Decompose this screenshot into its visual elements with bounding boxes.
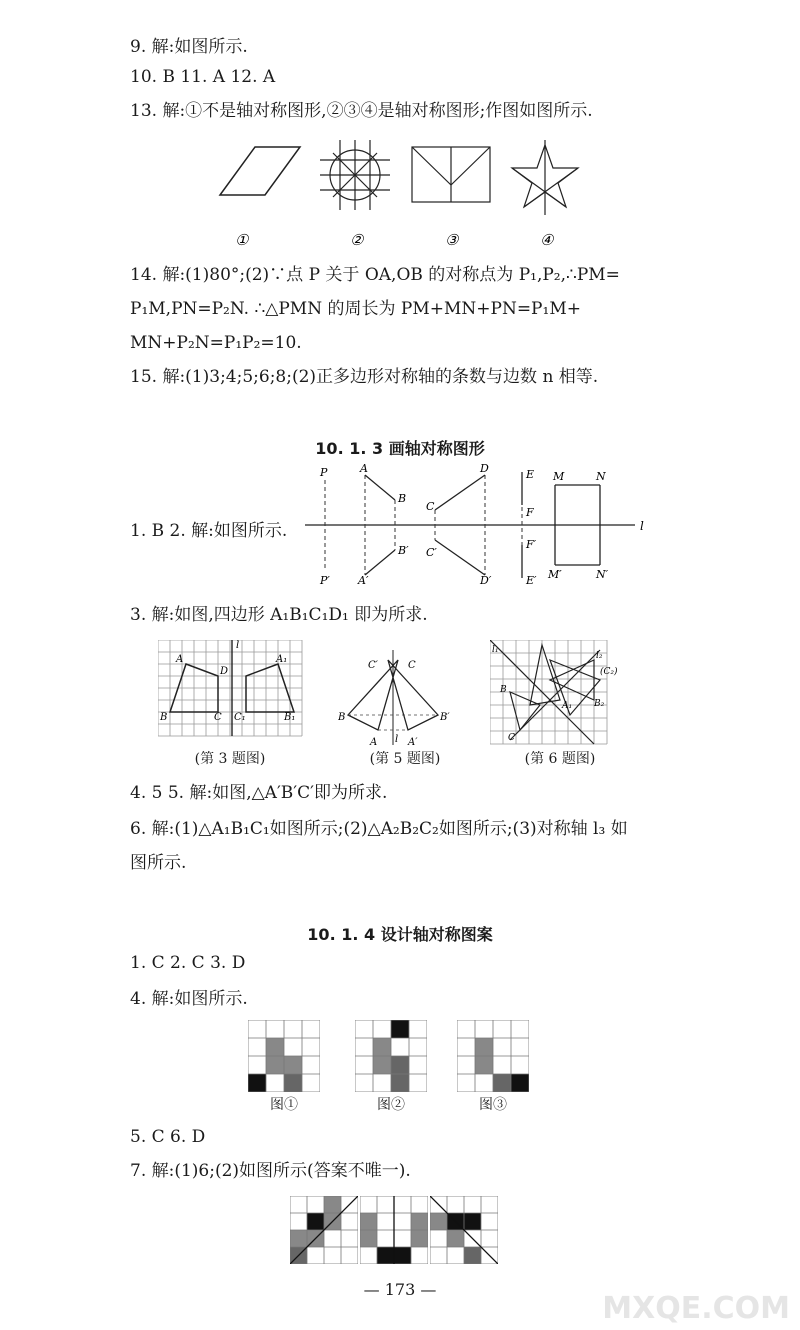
pattern-grid-3	[457, 1020, 529, 1092]
q7-grid-3	[430, 1196, 498, 1264]
page-number: — 173 —	[363, 1280, 437, 1299]
figure-13-shapes	[190, 135, 610, 255]
svg-text:A: A	[360, 462, 368, 475]
answer-s2-4-5: 4. 5 5. 解:如图,△A′B′C′即为所求.	[130, 783, 388, 803]
svg-text:(C₂): (C₂)	[600, 667, 618, 677]
svg-text:C′: C′	[426, 546, 437, 559]
svg-text:N: N	[596, 470, 606, 483]
caption-tu1: 图①	[270, 1097, 298, 1113]
svg-text:M: M	[553, 470, 565, 483]
answer-s2-6-line2: 图所示.	[130, 853, 187, 873]
watermark-logo	[602, 1291, 790, 1326]
watermark-text: MXQE.COM	[602, 1291, 790, 1326]
svg-text:C: C	[408, 660, 416, 671]
label-shape-2: ②	[350, 231, 364, 249]
caption-fig6: (第 6 题图)	[524, 751, 596, 767]
svg-text:D′: D′	[480, 574, 492, 587]
svg-text:B: B	[338, 712, 346, 723]
q7-grid-1	[290, 1196, 358, 1264]
pattern-grid-2	[355, 1020, 427, 1092]
svg-text:B: B	[500, 685, 507, 695]
svg-text:l: l	[236, 640, 240, 651]
svg-text:A₁: A₁	[562, 701, 573, 711]
answer-s3-4: 4. 解:如图所示.	[130, 989, 248, 1009]
answer-9: 9. 解:如图所示.	[130, 37, 248, 57]
svg-text:C′: C′	[368, 660, 378, 671]
answer-14-line1: 14. 解:(1)80°;(2)∵点 P 关于 OA,OB 的对称点为 P₁,P₂,∴PM=	[130, 265, 620, 285]
label-shape-3: ③	[445, 231, 459, 249]
rectangle-shape	[412, 147, 490, 202]
figure-2-reflections	[300, 460, 660, 590]
svg-text:B: B	[160, 712, 168, 723]
answer-s2-1-2: 1. B 2. 解:如图所示.	[130, 521, 288, 541]
parallelogram-shape	[220, 147, 300, 195]
page-number-value: 173	[384, 1280, 416, 1299]
label-shape-1: ①	[235, 231, 249, 249]
svg-text:A′: A′	[358, 574, 369, 587]
svg-text:A₁: A₁	[276, 654, 288, 665]
svg-text:E: E	[526, 468, 535, 481]
label-shape-4: ④	[540, 231, 554, 249]
caption-fig3: (第 3 题图)	[194, 751, 266, 767]
svg-text:B₁: B₁	[284, 712, 296, 723]
svg-text:N′: N′	[596, 568, 609, 581]
svg-text:E′: E′	[526, 574, 537, 587]
svg-text:l₁: l₁	[492, 645, 499, 655]
svg-text:D: D	[480, 462, 489, 475]
caption-tu3: 图③	[479, 1097, 507, 1113]
answer-s3-1-3: 1. C 2. C 3. D	[130, 953, 246, 973]
svg-text:D: D	[220, 666, 229, 677]
answer-s3-5-6: 5. C 6. D	[130, 1127, 206, 1147]
star-shape	[512, 140, 578, 215]
caption-tu2: 图②	[377, 1097, 405, 1113]
q7-grid-2	[360, 1196, 428, 1264]
svg-text:l₂: l₂	[596, 651, 603, 661]
svg-text:l: l	[395, 734, 399, 745]
answer-13: 13. 解:①不是轴对称图形,②③④是轴对称图形;作图如图所示.	[130, 101, 593, 121]
svg-text:C₁: C₁	[234, 712, 246, 723]
svg-text:C: C	[214, 712, 222, 723]
svg-text:C: C	[508, 733, 515, 743]
svg-text:B′: B′	[398, 544, 409, 557]
figure-3-grid	[158, 640, 308, 740]
svg-text:P′: P′	[320, 574, 330, 587]
answer-s2-6-line1: 6. 解:(1)△A₁B₁C₁如图所示;(2)△A₂B₂C₂如图所示;(3)对称轴 l₃ 如	[130, 819, 628, 839]
answer-15: 15. 解:(1)3;4;5;6;8;(2)正多边形对称轴的条数与边数 n 相等.	[130, 367, 599, 387]
svg-text:A: A	[370, 737, 378, 748]
answer-14-line2: P₁M,PN=P₂N. ∴△PMN 的周长为 PM+MN+PN=P₁M+	[130, 299, 581, 319]
figure-5	[338, 650, 468, 750]
figure-6-grid	[490, 640, 630, 750]
caption-fig5: (第 5 题图)	[369, 751, 441, 767]
svg-text:B₂: B₂	[594, 699, 605, 709]
answer-14-line3: MN+P₂N=P₁P₂=10.	[130, 333, 302, 353]
svg-text:C: C	[426, 500, 435, 513]
svg-text:P: P	[320, 466, 328, 479]
svg-text:l: l	[640, 519, 644, 533]
svg-text:B′: B′	[440, 712, 450, 723]
section-title-10-1-4: 10. 1. 4 设计轴对称图案	[307, 925, 493, 944]
svg-text:F: F	[526, 506, 534, 519]
svg-text:F′: F′	[526, 538, 537, 551]
answer-s3-7: 7. 解:(1)6;(2)如图所示(答案不唯一).	[130, 1161, 411, 1181]
svg-text:A: A	[176, 654, 184, 665]
section-title-10-1-3: 10. 1. 3 画轴对称图形	[315, 439, 485, 458]
svg-text:A′: A′	[408, 737, 418, 748]
svg-text:M′: M′	[548, 568, 562, 581]
pattern-grid-1	[248, 1020, 320, 1092]
answer-s2-3: 3. 解:如图,四边形 A₁B₁C₁D₁ 即为所求.	[130, 605, 428, 625]
answer-10-12: 10. B 11. A 12. A	[130, 67, 276, 87]
svg-text:B: B	[398, 492, 407, 505]
circle-shape	[320, 140, 390, 210]
